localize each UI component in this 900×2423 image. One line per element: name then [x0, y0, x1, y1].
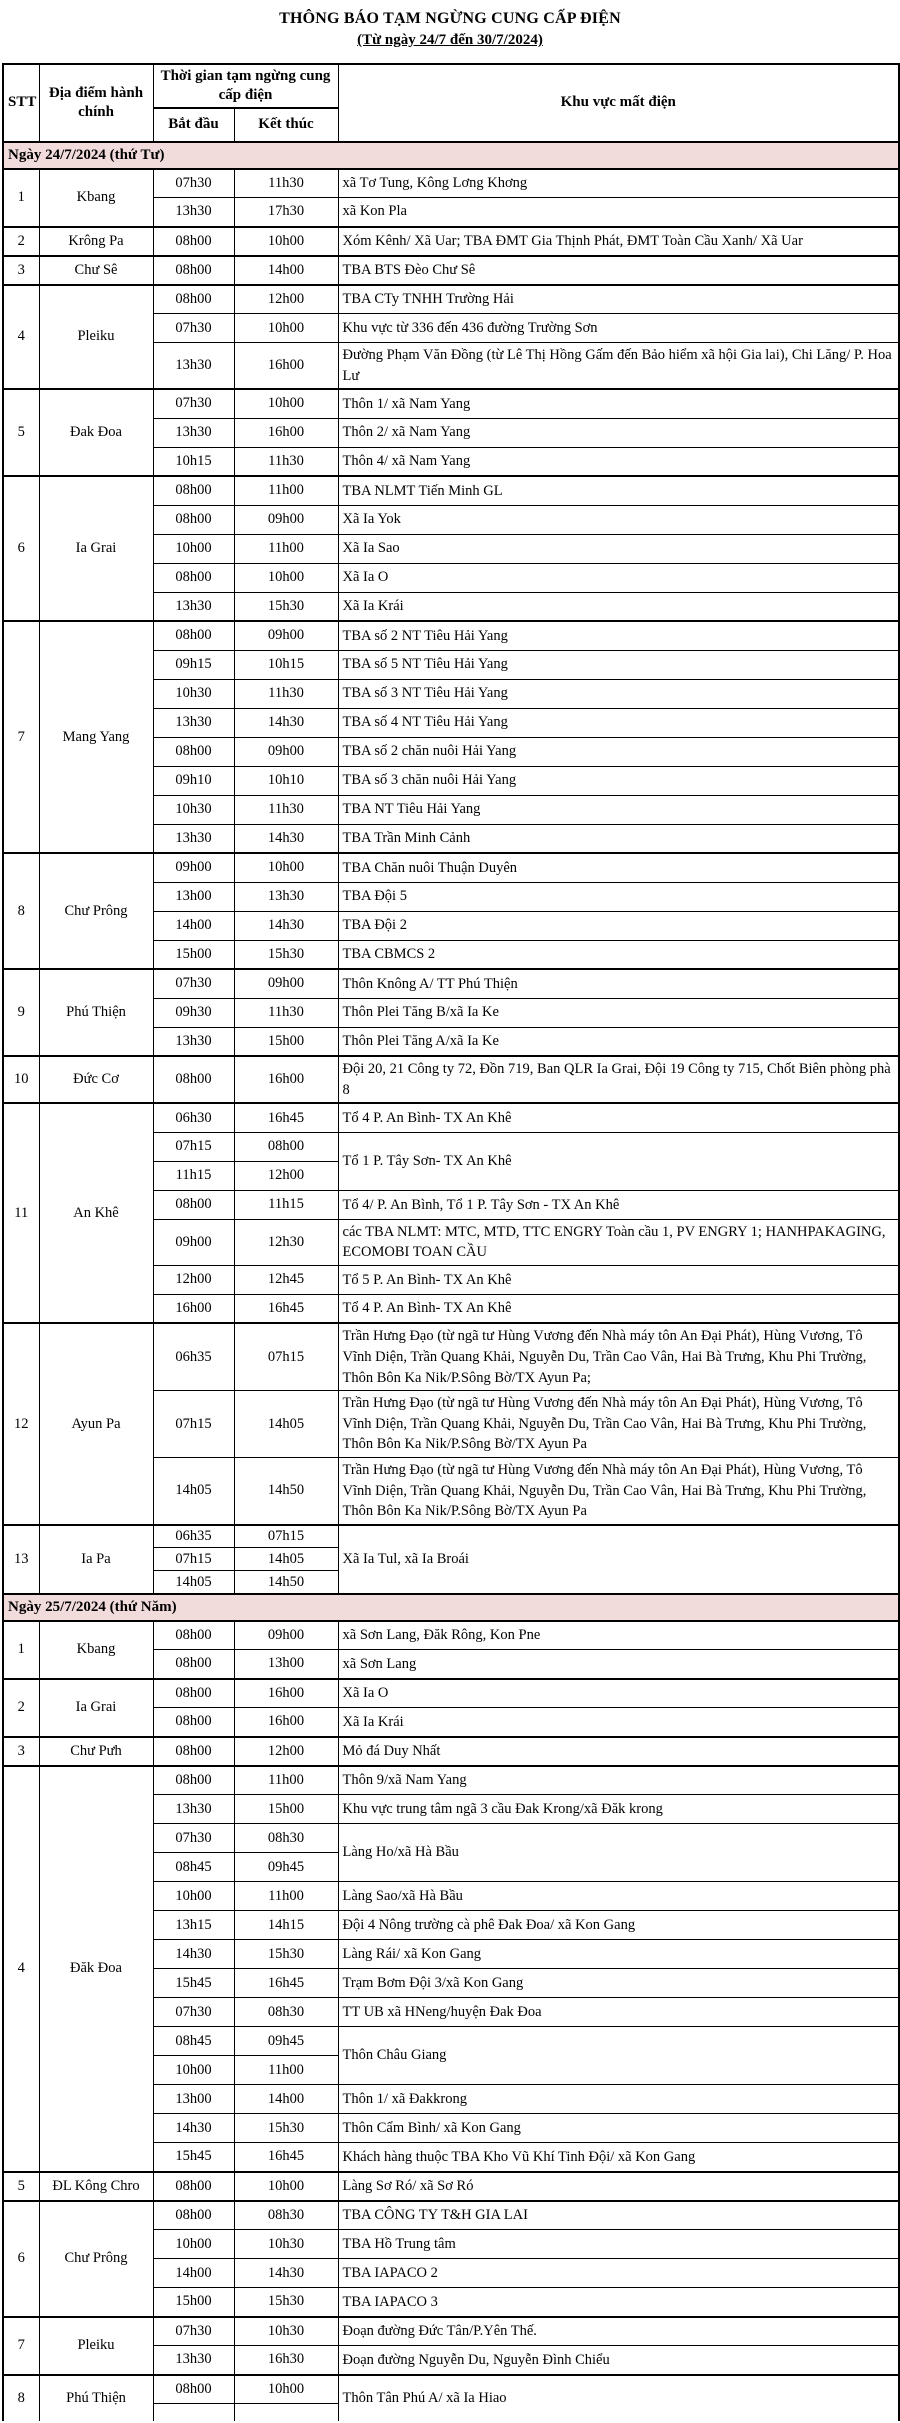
stt-cell: 3 [3, 1737, 39, 1766]
area-cell: Thôn Plei Tăng B/xã Ia Ke [338, 998, 899, 1027]
area-cell: Khách hàng thuộc TBA Kho Vũ Khí Tinh Đội/ xã Kon Gang [338, 2143, 899, 2172]
start-time-cell: 09h10 [153, 766, 234, 795]
end-time-cell: 16h45 [234, 1103, 338, 1132]
start-time-cell: 08h00 [153, 1621, 234, 1650]
stt-cell: 12 [3, 1323, 39, 1524]
start-time-cell: 13h30 [153, 343, 234, 390]
start-time-cell: 07h15 [153, 1391, 234, 1458]
area-cell: Thôn Châu Giang [338, 2027, 899, 2085]
area-cell: TBA CÔNG TY T&H GIA LAI [338, 2201, 899, 2230]
area-cell: TBA NT Tiêu Hải Yang [338, 795, 899, 824]
end-time-cell: 14h05 [234, 1391, 338, 1458]
area-cell: Làng Sơ Ró/ xã Sơ Ró [338, 2172, 899, 2201]
area-cell: Thôn 1/ xã Nam Yang [338, 389, 899, 418]
stt-cell: 10 [3, 1056, 39, 1103]
area-cell: TT UB xã HNeng/huyện Đak Đoa [338, 1998, 899, 2027]
outage-table-body [3, 142, 899, 2421]
area-cell: TBA Trần Minh Cảnh [338, 824, 899, 853]
start-time-cell: 07h30 [153, 314, 234, 343]
stt-cell: 2 [3, 227, 39, 256]
stt-cell: 7 [3, 2317, 39, 2375]
start-time-cell: 08h45 [153, 2027, 234, 2056]
start-time-cell: 10h00 [153, 1882, 234, 1911]
end-time-cell: 09h00 [234, 1621, 338, 1650]
place-cell: Đức Cơ [39, 1056, 153, 1103]
start-time-cell: 06h35 [153, 1323, 234, 1390]
place-cell: An Khê [39, 1103, 153, 1323]
place-cell: Pleiku [39, 285, 153, 390]
area-cell: Đội 4 Nông trường cà phê Đak Đoa/ xã Kon Gang [338, 1911, 899, 1940]
area-cell: Tổ 4/ P. An Bình, Tổ 1 P. Tây Sơn - TX An Khê [338, 1190, 899, 1219]
end-time-cell: 11h00 [234, 534, 338, 563]
end-time-cell: 10h00 [234, 563, 338, 592]
start-time-cell: 08h00 [153, 476, 234, 505]
start-time-cell: 10h00 [153, 2056, 234, 2085]
start-time-cell: 11h15 [153, 1161, 234, 1190]
col-header-stt: STT [3, 64, 39, 142]
start-time-cell: 07h30 [153, 1998, 234, 2027]
end-time-cell: 13h00 [234, 1650, 338, 1679]
start-time-cell: 09h30 [153, 998, 234, 1027]
area-cell: Đoạn đường Đức Tân/P.Yên Thế. [338, 2317, 899, 2346]
start-time-cell: 09h15 [153, 650, 234, 679]
end-time-cell: 15h30 [234, 2288, 338, 2317]
end-time-cell: 17h30 [234, 198, 338, 227]
place-cell: Đak Đoa [39, 389, 153, 476]
start-time-cell: 08h00 [153, 256, 234, 285]
end-time-cell: 14h50 [234, 1457, 338, 1524]
end-time-cell: 11h30 [234, 447, 338, 476]
area-cell: xã Tơ Tung, Kông Lơng Khơng [338, 169, 899, 198]
end-time-cell: 11h15 [234, 1190, 338, 1219]
stt-cell: 1 [3, 1621, 39, 1679]
end-time-cell: 12h00 [234, 1737, 338, 1766]
area-cell: TBA Đội 2 [338, 911, 899, 940]
end-time-cell: 09h00 [234, 737, 338, 766]
notice-subtitle: (Từ ngày 24/7 đến 30/7/2024) [357, 32, 543, 48]
area-cell: Mỏ đá Duy Nhất [338, 1737, 899, 1766]
area-cell: Thôn 9/xã Nam Yang [338, 1766, 899, 1795]
area-cell: Thôn Tân Phú A/ xã Ia Hiao [338, 2375, 899, 2421]
area-cell: TBA số 3 NT Tiêu Hải Yang [338, 679, 899, 708]
start-time-cell: 08h00 [153, 737, 234, 766]
start-time-cell: 13h30 [153, 592, 234, 621]
place-cell: Đăk Đoa [39, 1766, 153, 2172]
area-cell: xã Sơn Lang [338, 1650, 899, 1679]
end-time-cell: 09h00 [234, 621, 338, 650]
end-time-cell: 10h00 [234, 227, 338, 256]
end-time-cell: 11h30 [234, 795, 338, 824]
end-time-cell: 12h00 [234, 285, 338, 314]
end-time-cell: 14h00 [234, 256, 338, 285]
place-cell: Ia Grai [39, 1679, 153, 1737]
area-cell: Xã Ia Krái [338, 1708, 899, 1737]
start-time-cell: 13h30 [153, 824, 234, 853]
place-cell: Ia Pa [39, 1525, 153, 1594]
start-time-cell: 13h30 [153, 2346, 234, 2375]
end-time-cell: 12h00 [234, 1161, 338, 1190]
day-banner: Ngày 25/7/2024 (thứ Năm) [3, 1594, 899, 1621]
area-cell: Khu vực từ 336 đến 436 đường Trường Sơn [338, 314, 899, 343]
end-time-cell: 09h45 [234, 2027, 338, 2056]
stt-cell: 8 [3, 853, 39, 969]
start-time-cell: 13h30 [153, 1795, 234, 1824]
start-time-cell: 15h45 [153, 1969, 234, 1998]
end-time-cell: 08h30 [234, 2201, 338, 2230]
area-cell: Xã Ia Krái [338, 592, 899, 621]
stt-cell: 11 [3, 1103, 39, 1323]
area-cell: Thôn 2/ xã Nam Yang [338, 418, 899, 447]
place-cell: Ia Grai [39, 476, 153, 621]
area-cell: TBA BTS Đèo Chư Sê [338, 256, 899, 285]
area-cell: Khu vực trung tâm ngã 3 cầu Đak Krong/xã Đăk krong [338, 1795, 899, 1824]
area-cell: Thôn Plei Tăng A/xã Ia Ke [338, 1027, 899, 1056]
start-time-cell: 07h30 [153, 969, 234, 998]
place-cell: Krông Pa [39, 227, 153, 256]
start-time-cell: 15h45 [153, 2143, 234, 2172]
start-time-cell: 08h00 [153, 1679, 234, 1708]
area-cell: Trạm Bơm Đội 3/xã Kon Gang [338, 1969, 899, 1998]
area-cell: TBA Hồ Trung tâm [338, 2230, 899, 2259]
stt-cell: 6 [3, 476, 39, 621]
area-cell: Trần Hưng Đạo (từ ngã tư Hùng Vương đến Nhà máy tôn An Đại Phát), Hùng Vương, Tô Vĩnh Diện, Trần Quang Khải, Nguyễn Du, Trần Cao Vân, Hai Bà Trưng, Khu Phi Trường, Thôn Bôn Ka Nik/P.Sông Bờ/TX Ayun Pa [338, 1391, 899, 1458]
stt-cell: 2 [3, 1679, 39, 1737]
area-cell: TBA số 3 chăn nuôi Hải Yang [338, 766, 899, 795]
area-cell: Đội 20, 21 Công ty 72, Đồn 719, Ban QLR Ia Grai, Đội 19 Công ty 715, Chốt Biên phòng phà 8 [338, 1056, 899, 1103]
place-cell: Kbang [39, 1621, 153, 1679]
end-time-cell: 14h50 [234, 1571, 338, 1594]
stt-cell: 3 [3, 256, 39, 285]
stt-cell: 5 [3, 2172, 39, 2201]
place-cell: Chư Prông [39, 2201, 153, 2317]
start-time-cell: 13h30 [153, 198, 234, 227]
stt-cell: 9 [3, 969, 39, 1056]
start-time-cell: 14h30 [153, 2114, 234, 2143]
start-time-cell: 08h00 [153, 1708, 234, 1737]
start-time-cell: 08h00 [153, 285, 234, 314]
start-time-cell: 07h30 [153, 169, 234, 198]
end-time-cell: 14h15 [234, 1911, 338, 1940]
start-time-cell: 13h30 [153, 1027, 234, 1056]
end-time-cell [234, 2404, 338, 2421]
area-cell: Tổ 1 P. Tây Sơn- TX An Khê [338, 1132, 899, 1190]
end-time-cell: 16h30 [234, 2346, 338, 2375]
area-cell: Thôn Cẩm Bình/ xã Kon Gang [338, 2114, 899, 2143]
start-time-cell: 07h30 [153, 2317, 234, 2346]
col-header-start: Bắt đầu [153, 108, 234, 142]
end-time-cell: 11h30 [234, 679, 338, 708]
end-time-cell: 08h30 [234, 1824, 338, 1853]
outage-table [2, 63, 900, 2421]
end-time-cell: 12h45 [234, 1265, 338, 1294]
place-cell: Mang Yang [39, 621, 153, 853]
end-time-cell: 10h30 [234, 2317, 338, 2346]
stt-cell: 1 [3, 169, 39, 227]
end-time-cell: 15h00 [234, 1795, 338, 1824]
end-time-cell: 15h30 [234, 940, 338, 969]
end-time-cell: 12h30 [234, 1219, 338, 1265]
start-time-cell: 10h15 [153, 447, 234, 476]
area-cell: Xóm Kênh/ Xã Uar; TBA ĐMT Gia Thịnh Phát, ĐMT Toàn Cầu Xanh/ Xã Uar [338, 227, 899, 256]
start-time-cell: 10h00 [153, 2230, 234, 2259]
area-cell: TBA số 2 NT Tiêu Hải Yang [338, 621, 899, 650]
start-time-cell: 13h15 [153, 1911, 234, 1940]
start-time-cell: 08h00 [153, 1766, 234, 1795]
end-time-cell: 16h00 [234, 418, 338, 447]
outage-table-header [3, 64, 899, 142]
end-time-cell: 09h00 [234, 505, 338, 534]
place-cell: Ayun Pa [39, 1323, 153, 1524]
end-time-cell: 08h00 [234, 1132, 338, 1161]
area-cell: Tổ 4 P. An Bình- TX An Khê [338, 1294, 899, 1323]
start-time-cell: 14h05 [153, 1457, 234, 1524]
end-time-cell: 10h00 [234, 314, 338, 343]
start-time-cell: 08h00 [153, 563, 234, 592]
end-time-cell: 15h00 [234, 1027, 338, 1056]
place-cell: Phú Thiện [39, 2375, 153, 2421]
end-time-cell: 14h30 [234, 2259, 338, 2288]
place-cell: Chư Pưh [39, 1737, 153, 1766]
start-time-cell: 08h00 [153, 1190, 234, 1219]
area-cell: Thôn Knông A/ TT Phú Thiện [338, 969, 899, 998]
place-cell: ĐL Kông Chro [39, 2172, 153, 2201]
start-time-cell: 14h00 [153, 2259, 234, 2288]
stt-cell: 7 [3, 621, 39, 853]
end-time-cell: 10h00 [234, 2375, 338, 2404]
col-header-time-group: Thời gian tạm ngừng cung cấp điện [153, 64, 338, 108]
area-cell: TBA CBMCS 2 [338, 940, 899, 969]
start-time-cell: 08h00 [153, 2201, 234, 2230]
area-cell: Xã Ia Tul, xã Ia Broái [338, 1525, 899, 1594]
start-time-cell: 15h00 [153, 2288, 234, 2317]
start-time-cell: 10h00 [153, 534, 234, 563]
area-cell: Đoạn đường Nguyễn Du, Nguyễn Đình Chiểu [338, 2346, 899, 2375]
end-time-cell: 14h05 [234, 1548, 338, 1571]
end-time-cell: 10h00 [234, 389, 338, 418]
end-time-cell: 16h45 [234, 1969, 338, 1998]
end-time-cell: 10h30 [234, 2230, 338, 2259]
place-cell: Chư Sê [39, 256, 153, 285]
area-cell: TBA NLMT Tiến Minh GL [338, 476, 899, 505]
area-cell: Làng Sao/xã Hà Bầu [338, 1882, 899, 1911]
place-cell: Kbang [39, 169, 153, 227]
end-time-cell: 16h00 [234, 1708, 338, 1737]
stt-cell: 4 [3, 285, 39, 390]
area-cell: Tổ 5 P. An Bình- TX An Khê [338, 1265, 899, 1294]
end-time-cell: 11h00 [234, 1882, 338, 1911]
start-time-cell: 14h30 [153, 1940, 234, 1969]
area-cell: TBA IAPACO 2 [338, 2259, 899, 2288]
start-time-cell: 08h00 [153, 1737, 234, 1766]
end-time-cell: 16h00 [234, 343, 338, 390]
area-cell: Tổ 4 P. An Bình- TX An Khê [338, 1103, 899, 1132]
area-cell: Xã Ia Yok [338, 505, 899, 534]
area-cell: xã Kon Pla [338, 198, 899, 227]
end-time-cell: 14h30 [234, 708, 338, 737]
end-time-cell: 11h00 [234, 1766, 338, 1795]
area-cell: Xã Ia O [338, 563, 899, 592]
stt-cell: 6 [3, 2201, 39, 2317]
area-cell: Thôn 4/ xã Nam Yang [338, 447, 899, 476]
start-time-cell: 09h00 [153, 1219, 234, 1265]
end-time-cell: 09h00 [234, 969, 338, 998]
place-cell: Pleiku [39, 2317, 153, 2375]
col-header-place: Địa điểm hành chính [39, 64, 153, 142]
stt-cell: 8 [3, 2375, 39, 2421]
area-cell: Trần Hưng Đạo (từ ngã tư Hùng Vương đến Nhà máy tôn An Đại Phát), Hùng Vương, Tô Vĩnh Diện, Trần Quang Khải, Nguyễn Du, Trần Cao Vân, Hai Bà Trưng, Khu Phi Trường, Thôn Bôn Ka Nik/P.Sông Bờ/TX Ayun Pa; [338, 1323, 899, 1390]
start-time-cell: 07h15 [153, 1132, 234, 1161]
start-time-cell: 08h00 [153, 2172, 234, 2201]
place-cell: Chư Prông [39, 853, 153, 969]
area-cell: Trần Hưng Đạo (từ ngã tư Hùng Vương đến Nhà máy tôn An Đại Phát), Hùng Vương, Tô Vĩnh Diện, Trần Quang Khải, Nguyễn Du, Trần Cao Vân, Hai Bà Trưng, Khu Phi Trường, Thôn Bôn Ka Nik/P.Sông Bờ/TX Ayun Pa [338, 1457, 899, 1524]
end-time-cell: 09h45 [234, 1853, 338, 1882]
end-time-cell: 15h30 [234, 1940, 338, 1969]
end-time-cell: 10h00 [234, 853, 338, 882]
area-cell: TBA IAPACO 3 [338, 2288, 899, 2317]
end-time-cell: 15h30 [234, 592, 338, 621]
start-time-cell: 08h00 [153, 2375, 234, 2404]
area-cell: Xã Ia Sao [338, 534, 899, 563]
stt-cell: 13 [3, 1525, 39, 1594]
start-time-cell: 08h00 [153, 505, 234, 534]
start-time-cell: 07h30 [153, 389, 234, 418]
area-cell: Thôn 1/ xã Đakkrong [338, 2085, 899, 2114]
col-header-end: Kết thúc [234, 108, 338, 142]
end-time-cell: 14h30 [234, 824, 338, 853]
end-time-cell: 14h30 [234, 911, 338, 940]
start-time-cell: 08h45 [153, 1853, 234, 1882]
area-cell: Xã Ia O [338, 1679, 899, 1708]
start-time-cell: 13h30 [153, 708, 234, 737]
start-time-cell: 13h30 [153, 418, 234, 447]
start-time-cell: 06h35 [153, 1525, 234, 1548]
end-time-cell: 16h45 [234, 2143, 338, 2172]
notice-title: THÔNG BÁO TẠM NGỪNG CUNG CẤP ĐIỆN [279, 10, 621, 27]
end-time-cell: 07h15 [234, 1525, 338, 1548]
end-time-cell: 11h00 [234, 476, 338, 505]
start-time-cell: 15h00 [153, 940, 234, 969]
area-cell: TBA số 4 NT Tiêu Hải Yang [338, 708, 899, 737]
start-time-cell: 14h05 [153, 1571, 234, 1594]
area-cell: Đường Phạm Văn Đồng (từ Lê Thị Hồng Gấm đến Bảo hiểm xã hội Gia lai), Chi Lăng/ P. Hoa Lư [338, 343, 899, 390]
area-cell: TBA Chăn nuôi Thuận Duyên [338, 853, 899, 882]
area-cell: TBA Đội 5 [338, 882, 899, 911]
day-banner: Ngày 24/7/2024 (thứ Tư) [3, 142, 899, 169]
start-time-cell [153, 2404, 234, 2421]
stt-cell: 5 [3, 389, 39, 476]
start-time-cell: 09h00 [153, 853, 234, 882]
start-time-cell: 06h30 [153, 1103, 234, 1132]
end-time-cell: 16h00 [234, 1056, 338, 1103]
end-time-cell: 08h30 [234, 1998, 338, 2027]
end-time-cell: 11h00 [234, 2056, 338, 2085]
end-time-cell: 10h10 [234, 766, 338, 795]
area-cell: TBA CTy TNHH Trường Hải [338, 285, 899, 314]
end-time-cell: 13h30 [234, 882, 338, 911]
start-time-cell: 16h00 [153, 1294, 234, 1323]
area-cell: Làng Ho/xã Hà Bầu [338, 1824, 899, 1882]
start-time-cell: 07h15 [153, 1548, 234, 1571]
area-cell: TBA số 5 NT Tiêu Hải Yang [338, 650, 899, 679]
area-cell: TBA số 2 chăn nuôi Hải Yang [338, 737, 899, 766]
start-time-cell: 08h00 [153, 1056, 234, 1103]
area-cell: các TBA NLMT: MTC, MTD, TTC ENGRY Toàn cầu 1, PV ENGRY 1; HANHPAKAGING, ECOMOBI TOAN CẦU [338, 1219, 899, 1265]
end-time-cell: 11h30 [234, 169, 338, 198]
start-time-cell: 10h30 [153, 679, 234, 708]
area-cell: xã Sơn Lang, Đăk Rông, Kon Pne [338, 1621, 899, 1650]
end-time-cell: 07h15 [234, 1323, 338, 1390]
col-header-area: Khu vực mất điện [338, 64, 899, 142]
start-time-cell: 08h00 [153, 1650, 234, 1679]
start-time-cell: 13h00 [153, 882, 234, 911]
end-time-cell: 10h00 [234, 2172, 338, 2201]
start-time-cell: 13h00 [153, 2085, 234, 2114]
place-cell: Phú Thiện [39, 969, 153, 1056]
end-time-cell: 16h45 [234, 1294, 338, 1323]
end-time-cell: 11h30 [234, 998, 338, 1027]
start-time-cell: 08h00 [153, 621, 234, 650]
end-time-cell: 14h00 [234, 2085, 338, 2114]
start-time-cell: 07h30 [153, 1824, 234, 1853]
stt-cell: 4 [3, 1766, 39, 2172]
start-time-cell: 12h00 [153, 1265, 234, 1294]
start-time-cell: 14h00 [153, 911, 234, 940]
end-time-cell: 10h15 [234, 650, 338, 679]
end-time-cell: 15h30 [234, 2114, 338, 2143]
area-cell: Làng Rái/ xã Kon Gang [338, 1940, 899, 1969]
start-time-cell: 10h30 [153, 795, 234, 824]
end-time-cell: 16h00 [234, 1679, 338, 1708]
start-time-cell: 08h00 [153, 227, 234, 256]
